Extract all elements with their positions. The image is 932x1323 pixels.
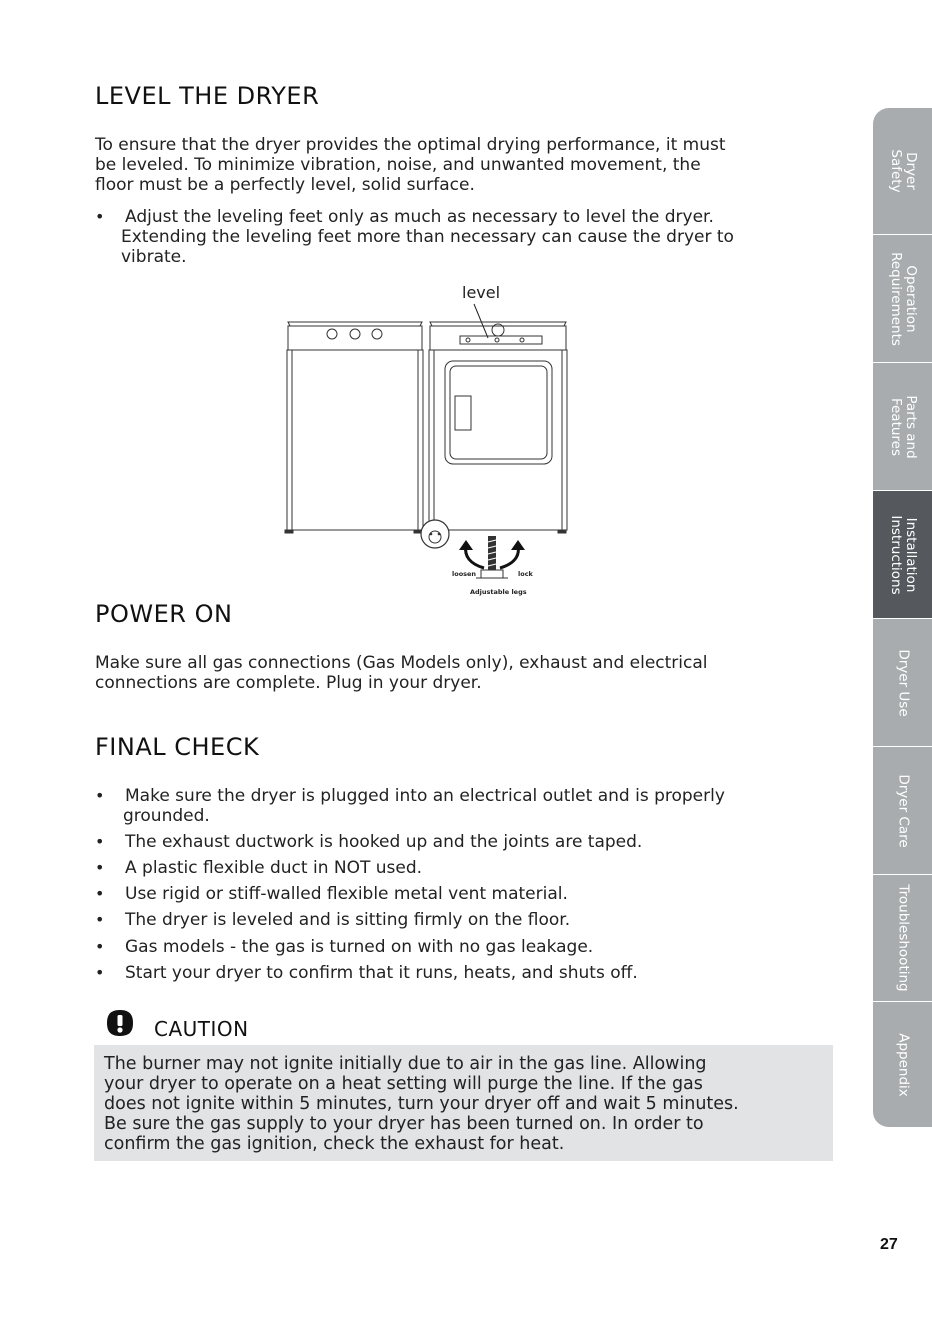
section-tabs xyxy=(873,108,932,1128)
final-bullet-4-text: Use rigid or stiff-walled flexible metal vent material. xyxy=(125,884,568,904)
bullet-icon: • xyxy=(95,207,105,226)
final-bullet-4 xyxy=(95,884,855,904)
washer-dryer-illustration xyxy=(270,278,590,600)
level-label: level xyxy=(462,283,501,302)
caution-text xyxy=(104,1054,829,1154)
tab-label: Installation Instructions xyxy=(887,514,919,595)
power-line-2: connections are complete. Plug in your dryer. xyxy=(95,673,482,693)
level-bullet-line-2: Extending the leveling feet more than necessary can cause the dryer to xyxy=(121,227,734,247)
tab-troubleshooting[interactable] xyxy=(873,875,932,1002)
level-intro-line-3: floor must be a perfectly level, solid surface. xyxy=(95,175,475,195)
tab-appendix[interactable] xyxy=(873,1002,932,1128)
tab-label: Operation Requirements xyxy=(887,251,919,346)
loosen-label: loosen xyxy=(452,570,477,578)
final-bullet-1-line-2: grounded. xyxy=(123,806,210,826)
caution-line-2: your dryer to operate on a heat setting will purge the line. If the gas xyxy=(104,1074,703,1094)
bullet-icon: • xyxy=(95,832,105,851)
final-bullet-5 xyxy=(95,910,855,930)
dryer-outline xyxy=(427,322,567,533)
tab-dryer-care[interactable] xyxy=(873,747,932,875)
final-bullet-1-line-1: Make sure the dryer is plugged into an electrical outlet and is properly xyxy=(125,786,725,806)
final-bullet-3-text: A plastic flexible duct in NOT used. xyxy=(125,858,423,878)
caution-line-3: does not ignite within 5 minutes, turn your dryer off and wait 5 minutes. xyxy=(104,1094,739,1114)
final-bullet-6-text: Gas models - the gas is turned on with no gas leakage. xyxy=(125,937,594,957)
tab-operation-requirements[interactable] xyxy=(873,235,932,363)
level-bullet-line-1: Adjust the leveling feet only as much as necessary to level the dryer. xyxy=(125,207,714,227)
final-bullet-1 xyxy=(95,786,855,826)
tab-parts-and-features[interactable] xyxy=(873,363,932,491)
bullet-icon: • xyxy=(95,910,105,929)
level-intro-line-2: be leveled. To minimize vibration, noise, and unwanted movement, the xyxy=(95,155,701,175)
caution-title: CAUTION xyxy=(154,1017,249,1041)
warning-icon xyxy=(105,1008,135,1038)
final-bullet-2-text: The exhaust ductwork is hooked up and the joints are taped. xyxy=(125,832,643,852)
tab-label: Troubleshooting xyxy=(895,884,911,992)
bullet-icon: • xyxy=(95,786,105,805)
bullet-icon: • xyxy=(95,858,105,877)
power-line-1: Make sure all gas connections (Gas Models only), exhaust and electrical xyxy=(95,653,708,673)
washer-outline xyxy=(285,322,423,533)
tab-installation-instructions[interactable] xyxy=(873,491,932,619)
level-bullet-line-3: vibrate. xyxy=(121,247,187,267)
caution-line-1: The burner may not ignite initially due to air in the gas line. Allowing xyxy=(104,1054,707,1074)
final-bullet-7-text: Start your dryer to confirm that it runs, heats, and shuts off. xyxy=(125,963,638,983)
level-bullet xyxy=(95,207,845,267)
final-bullet-6 xyxy=(95,937,855,957)
final-bullet-3 xyxy=(95,858,855,878)
tab-label: Dryer Care xyxy=(895,773,911,848)
adjustable-legs-caption: Adjustable legs xyxy=(470,588,527,596)
level-intro-line-1: To ensure that the dryer provides the optimal drying performance, it must xyxy=(95,135,726,155)
bullet-icon: • xyxy=(95,937,105,956)
final-bullet-5-text: The dryer is leveled and is sitting firmly on the floor. xyxy=(125,910,571,930)
final-check-heading: FINAL CHECK xyxy=(95,733,260,761)
caution-line-5: confirm the gas ignition, check the exhaust for heat. xyxy=(104,1134,565,1154)
tab-label: Appendix xyxy=(895,1032,911,1097)
final-bullet-7 xyxy=(95,963,855,983)
caution-line-4: Be sure the gas supply to your dryer has been turned on. In order to xyxy=(104,1114,704,1134)
level-heading: LEVEL THE DRYER xyxy=(95,82,320,110)
tab-label: Dryer Use xyxy=(895,648,911,717)
tab-label: Parts and Features xyxy=(887,394,919,459)
page-number: 27 xyxy=(880,1236,898,1253)
bullet-icon: • xyxy=(95,963,105,982)
lock-label: lock xyxy=(518,570,533,578)
final-bullet-2 xyxy=(95,832,855,852)
tab-dryer-safety[interactable] xyxy=(873,108,932,235)
tab-dryer-use[interactable] xyxy=(873,619,932,747)
bullet-icon: • xyxy=(95,884,105,903)
tab-label: Dryer Safety xyxy=(887,149,919,193)
power-heading: POWER ON xyxy=(95,600,233,628)
